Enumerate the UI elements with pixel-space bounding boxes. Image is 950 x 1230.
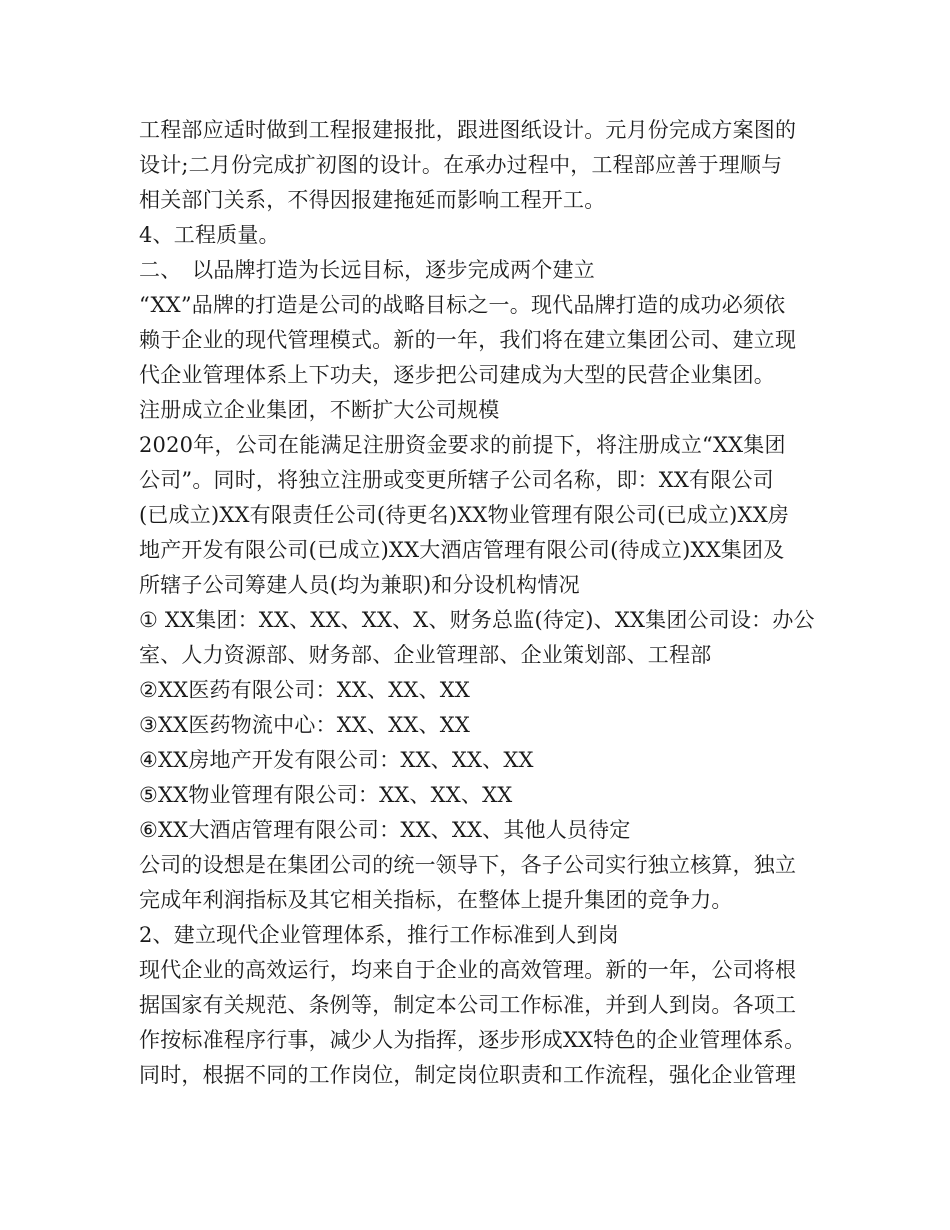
text-line: 地产开发有限公司(已成立)XX大酒店管理有限公司(待成立)XX集团及 (139, 538, 785, 562)
text-line: 据国家有关规范、条例等，制定本公司工作标准，并到人到岗。各项工 (139, 993, 797, 1017)
list-item: ⑤XX物业管理有限公司：XX、XX、XX (139, 783, 513, 807)
text-line: 赖于企业的现代管理模式。新的一年，我们将在建立集团公司、建立现 (139, 328, 797, 352)
section-heading: 4、工程质量。 (139, 223, 280, 247)
text-line: (已成立)XX有限责任公司(待更名)XX物业管理有限公司(已成立)XX房 (139, 503, 790, 527)
section-heading: 2、建立现代企业管理体系，推行工作标准到人到岗 (139, 923, 619, 947)
text-line: 同时，根据不同的工作岗位，制定岗位职责和工作流程，强化企业管理 (139, 1063, 797, 1087)
list-item: 室、人力资源部、财务部、企业管理部、企业策划部、工程部 (139, 643, 712, 667)
section-heading: 注册成立企业集团，不断扩大公司规模 (139, 398, 500, 422)
text-line: 2020年，公司在能满足注册资金要求的前提下，将注册成立“XX集团 (139, 433, 786, 457)
text-line: 作按标准程序行事，减少人为指挥，逐步形成XX特色的企业管理体系。 (139, 1028, 806, 1052)
text-line: 公司”。同时，将独立注册或变更所辖子公司名称，即：XX有限公司 (139, 468, 774, 492)
list-item: ④XX房地产开发有限公司：XX、XX、XX (139, 748, 534, 772)
text-line: 公司的设想是在集团公司的统一领导下，各子公司实行独立核算，独立 (139, 853, 797, 877)
list-item: ②XX医药有限公司：XX、XX、XX (139, 678, 471, 702)
text-line: 现代企业的高效运行，均来自于企业的高效管理。新的一年，公司将根 (139, 958, 797, 982)
text-line: “XX”品牌的打造是公司的战略目标之一。现代品牌打造的成功必须依 (139, 293, 786, 317)
list-item: ⑥XX大酒店管理有限公司：XX、XX、其他人员待定 (139, 818, 631, 842)
list-item: ① XX集团：XX、XX、XX、X、财务总监(待定)、XX集团公司设：办公 (139, 608, 815, 632)
text-line: 相关部门关系，不得因报建拖延而影响工程开工。 (139, 188, 606, 212)
text-line: 工程部应适时做到工程报建报批，跟进图纸设计。元月份完成方案图的 (139, 118, 797, 142)
section-heading: 二、 以品牌打造为长远目标，逐步完成两个建立 (139, 258, 595, 282)
list-item: ③XX医药物流中心：XX、XX、XX (139, 713, 471, 737)
text-line: 设计;二月份完成扩初图的设计。在承办过程中，工程部应善于理顺与 (139, 153, 783, 177)
document-body (139, 113, 829, 1093)
text-line: 完成年利润指标及其它相关指标，在整体上提升集团的竞争力。 (139, 888, 733, 912)
text-line: 所辖子公司筹建人员(均为兼职)和分设机构情况 (139, 573, 580, 597)
text-line: 代企业管理体系上下功夫，逐步把公司建成为大型的民营企业集团。 (139, 363, 775, 387)
